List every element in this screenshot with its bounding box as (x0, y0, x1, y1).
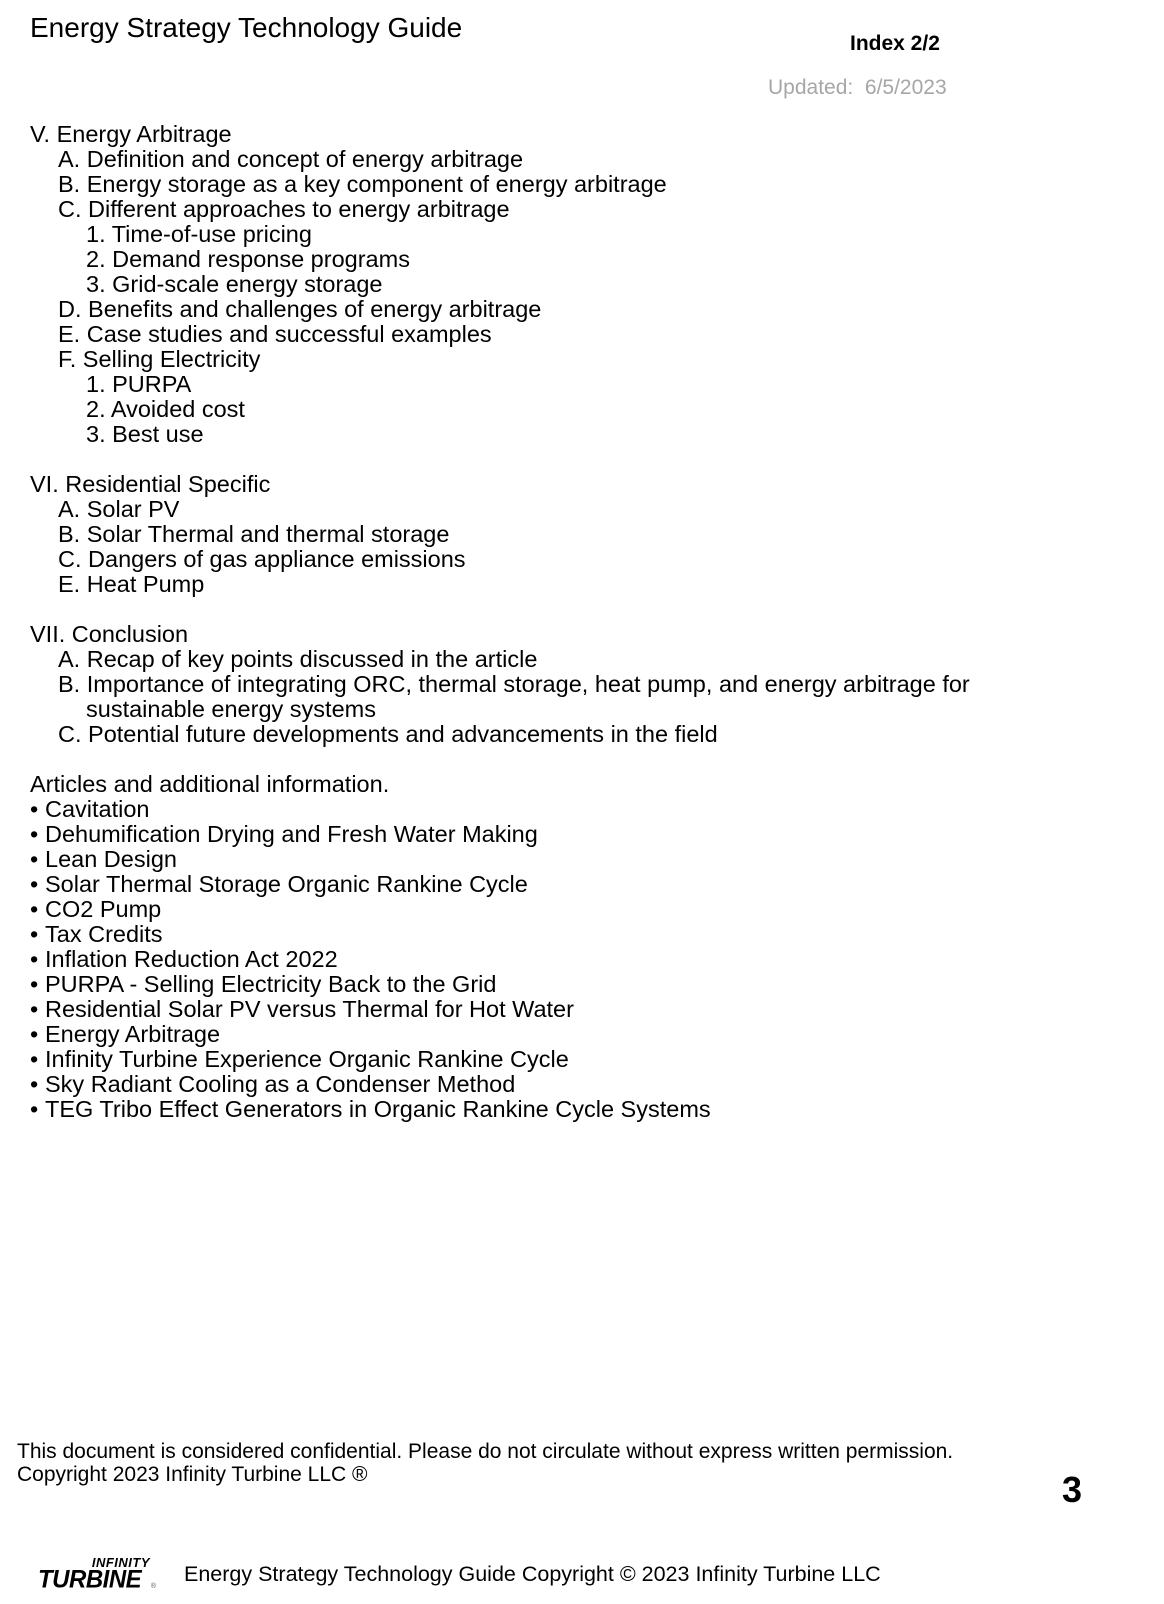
bullet-icon: • (30, 796, 39, 822)
outline-subitem: 3. Best use (86, 421, 204, 447)
updated-date: Updated: 6/5/2023 (768, 76, 947, 99)
article-list-item (30, 822, 970, 847)
bullet-icon: • (30, 1096, 39, 1122)
section-heading: V. Energy Arbitrage (30, 121, 232, 147)
bullet-icon: • (30, 821, 39, 847)
outline-subitem: 2. Demand response programs (86, 246, 410, 272)
article-list-item (30, 872, 970, 897)
outline-item: C. Dangers of gas appliance emissions (58, 546, 466, 572)
article-list-item (30, 922, 970, 947)
outline-item: A. Definition and concept of energy arbitrage (58, 146, 524, 172)
article-title: Inflation Reduction Act 2022 (45, 946, 338, 972)
bullet-icon: • (30, 1071, 39, 1097)
spacer (30, 597, 970, 622)
article-list-item (30, 972, 970, 997)
index-label: Index 2/2 (850, 32, 940, 55)
article-title: Infinity Turbine Experience Organic Rankine Cycle (45, 1046, 569, 1072)
article-title: Energy Arbitrage (45, 1021, 221, 1047)
bullet-icon: • (30, 971, 39, 997)
bullet-icon: • (30, 946, 39, 972)
outline-subitem: 1. PURPA (86, 371, 192, 397)
article-title: TEG Tribo Effect Generators in Organic Rankine Cycle Systems (45, 1096, 711, 1122)
bullet-icon: • (30, 896, 39, 922)
outline-item: B. Solar Thermal and thermal storage (58, 521, 450, 547)
outline-item: E. Case studies and successful examples (58, 321, 492, 347)
article-list-item (30, 1022, 970, 1047)
outline-subitem: 1. Time-of-use pricing (86, 221, 312, 247)
infinity-turbine-logo (36, 1556, 156, 1592)
bullet-icon: • (30, 846, 39, 872)
section-heading: VII. Conclusion (30, 621, 189, 647)
outline-item: F. Selling Electricity (58, 346, 261, 372)
article-title: Tax Credits (45, 921, 163, 947)
registered-mark-icon: ® (150, 1583, 156, 1590)
outline-item: D. Benefits and challenges of energy arbitrage (58, 296, 542, 322)
outline-item: C. Different approaches to energy arbitrage (58, 196, 510, 222)
article-list-item (30, 1097, 970, 1122)
section-heading: VI. Residential Specific (30, 471, 271, 497)
article-title: Solar Thermal Storage Organic Rankine Cycle (45, 871, 528, 897)
confidential-notice: This document is considered confidential. Please do not circulate without express written permission. Copyright 2023 Infinity Turbine LLC ® (17, 1440, 954, 1486)
article-title: Lean Design (45, 846, 177, 872)
outline-item: E. Heat Pump (58, 571, 205, 597)
article-list-item (30, 1072, 970, 1097)
page-number: 3 (1062, 1469, 1083, 1510)
bullet-icon: • (30, 871, 39, 897)
article-list-item (30, 947, 970, 972)
article-title: Sky Radiant Cooling as a Condenser Method (45, 1071, 516, 1097)
article-title: Dehumification Drying and Fresh Water Making (45, 821, 538, 847)
article-title: Residential Solar PV versus Thermal for Hot Water (45, 996, 574, 1022)
article-list-item (30, 847, 970, 872)
article-list-item (30, 1047, 970, 1072)
document-title: Energy Strategy Technology Guide (30, 12, 463, 43)
articles-heading: Articles and additional information. (30, 771, 390, 797)
footer-copyright: Energy Strategy Technology Guide Copyright © 2023 Infinity Turbine LLC (184, 1561, 881, 1586)
bullet-icon: • (30, 1046, 39, 1072)
logo-bottom-text: TURBINE (38, 1565, 142, 1594)
outline-subitem: 2. Avoided cost (86, 396, 245, 422)
spacer (30, 447, 970, 472)
bullet-icon: • (30, 921, 39, 947)
article-list-item (30, 997, 970, 1022)
outline-item-continuation: sustainable energy systems (86, 696, 376, 722)
article-list-item (30, 897, 970, 922)
article-title: Cavitation (45, 796, 150, 822)
logo-top-text: INFINITY (91, 1555, 150, 1570)
outline-item: C. Potential future developments and advancements in the field (58, 721, 718, 747)
article-list-item (30, 797, 970, 822)
outline-item: B. Energy storage as a key component of energy arbitrage (58, 171, 667, 197)
outline (30, 122, 970, 1122)
article-title: PURPA - Selling Electricity Back to the Grid (45, 971, 497, 997)
outline-item: A. Recap of key points discussed in the article (58, 646, 538, 672)
spacer (30, 747, 970, 772)
outline-item: A. Solar PV (58, 496, 180, 522)
bullet-icon: • (30, 996, 39, 1022)
outline-item: B. Importance of integrating ORC, thermal storage, heat pump, and energy arbitrage for (58, 671, 970, 697)
footer (36, 1554, 881, 1594)
article-title: CO2 Pump (45, 896, 162, 922)
articles-list (30, 797, 970, 1122)
bullet-icon: • (30, 1021, 39, 1047)
outline-subitem: 3. Grid-scale energy storage (86, 271, 383, 297)
